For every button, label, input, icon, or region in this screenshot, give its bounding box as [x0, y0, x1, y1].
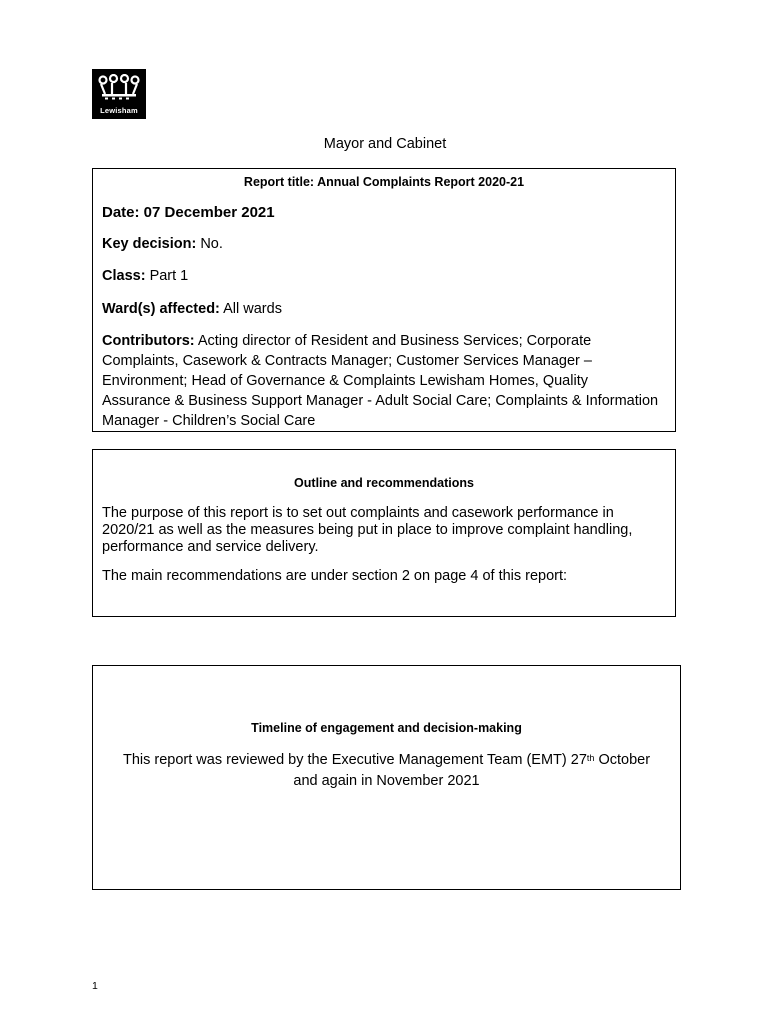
timeline-text-part1: This report was reviewed by the Executive Management Team (EMT) 27: [122, 752, 587, 768]
outline-paragraph-1: The purpose of this report is to set out complaints and casework performance in 2020/21 as well as the measures being put in place to improve complaint handling, performance and service delivery.: [102, 505, 633, 555]
wards-value: All wards: [223, 301, 282, 317]
timeline-title: Timeline of engagement and decision-making: [251, 721, 522, 735]
outline-box: [92, 449, 676, 617]
class-label: Class:: [102, 268, 146, 284]
outline-title: Outline and recommendations: [294, 476, 474, 490]
contributors: [102, 331, 659, 431]
key-decision-label: Key decision:: [102, 236, 197, 252]
timeline-box: [92, 665, 681, 890]
timeline-text-superscript: th: [586, 753, 595, 763]
lewisham-logo: [92, 69, 146, 119]
timeline-text-line1: [93, 750, 680, 770]
timeline-text-line2: and again in November 2021: [293, 773, 480, 789]
class-value: Part 1: [149, 268, 189, 284]
outline-paragraph-2: The main recommendations are under section 2 on page 4 of this report:: [102, 568, 568, 584]
logo-text: Lewisham: [100, 106, 138, 115]
report-class: [102, 268, 188, 284]
wards-label: Ward(s) affected:: [102, 301, 220, 317]
page-title: Mayor and Cabinet: [323, 136, 447, 152]
report-details-box: [92, 168, 676, 432]
report-title: Report title: Annual Complaints Report 2020-21: [243, 175, 525, 189]
wards-affected: [102, 301, 282, 317]
crown-icon: [97, 74, 141, 100]
contributors-label: Contributors:: [102, 333, 195, 349]
timeline-text-part2: October: [594, 752, 651, 768]
page-number: 1: [92, 980, 98, 992]
report-date: Date: 07 December 2021: [102, 204, 275, 221]
contributors-value: Acting director of Resident and Business Services; Corporate Complaints, Casework & Contracts Manager; Customer Services Manager – Environment; Head of Governance & Complaints Lewisham Homes, Quality Assurance & Business Support Manager - Adult Social Care; Complaints & Information Manager - Children’s Social Care: [102, 333, 659, 429]
key-decision-value: No.: [200, 236, 223, 252]
key-decision: [102, 236, 223, 252]
